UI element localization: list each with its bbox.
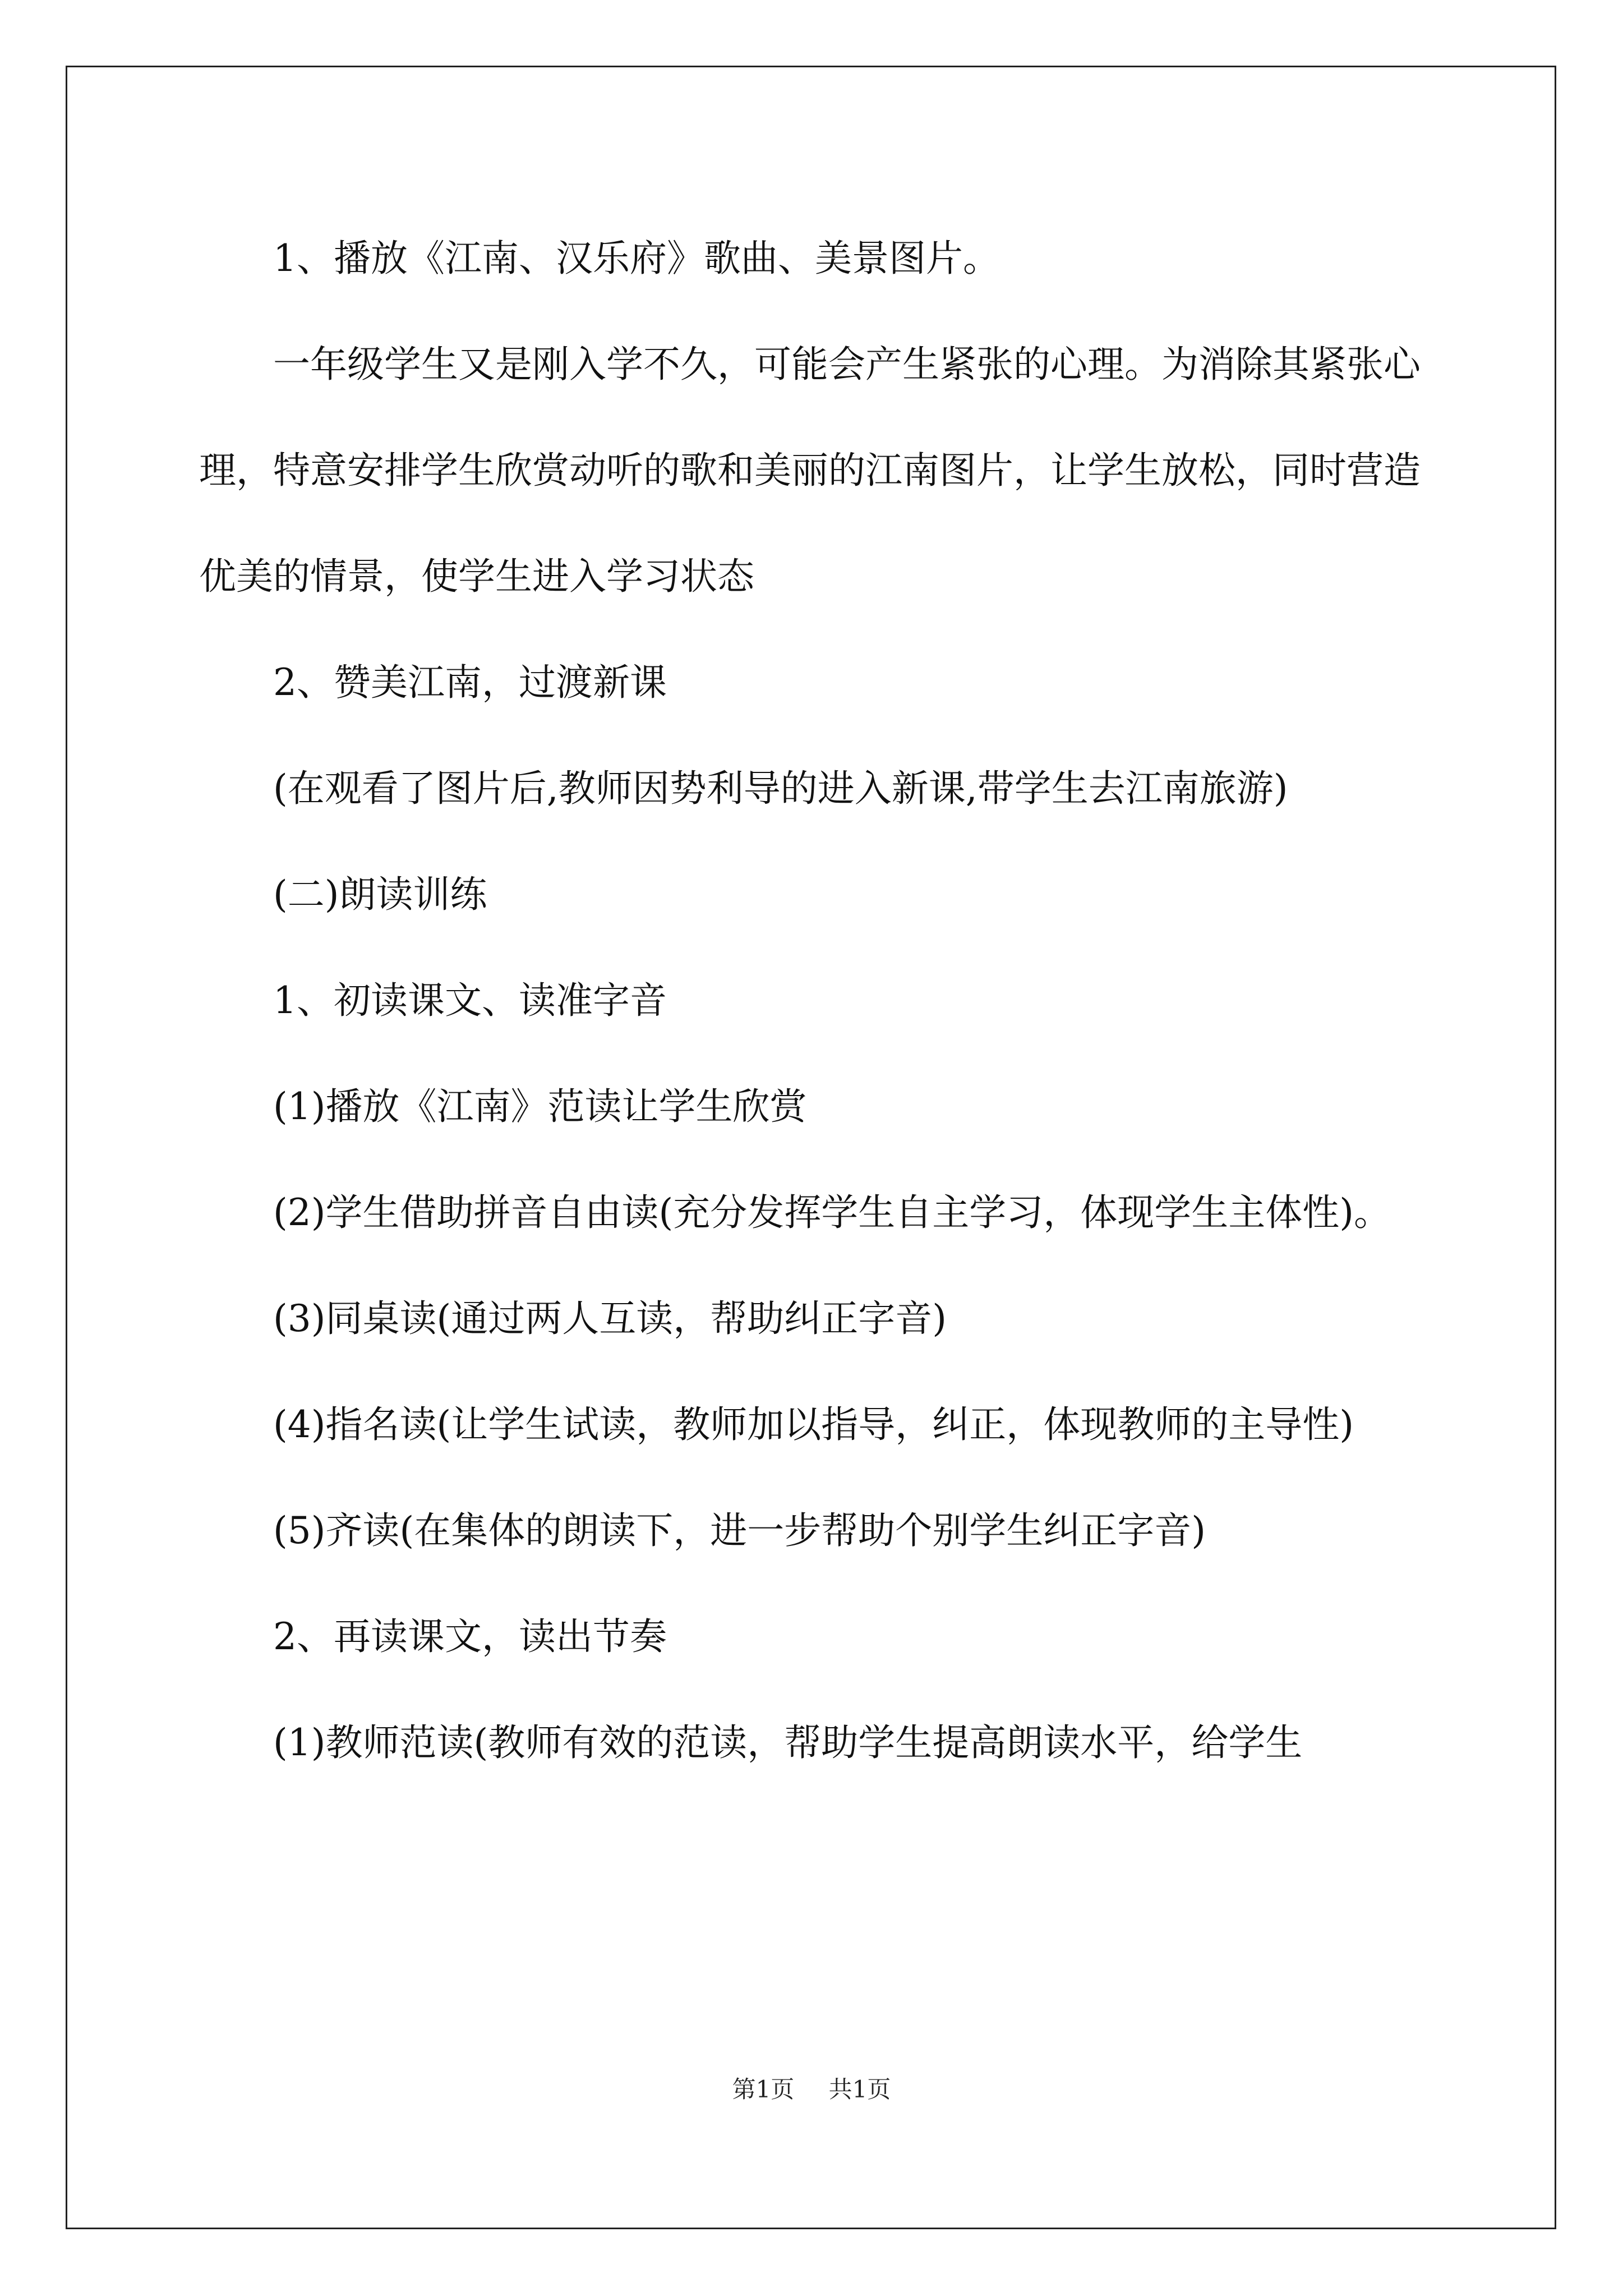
- paragraph: (1)教师范读(教师有效的范读，帮助学生提高朗读水平，给学生: [273, 1721, 1303, 1764]
- paragraph: (1)播放《江南》范读让学生欣赏: [273, 1085, 807, 1128]
- paragraph: (在观看了图片后,教师因势利导的进入新课,带学生去江南旅游): [273, 767, 1288, 810]
- page-total: 共1页: [828, 2076, 891, 2103]
- paragraph: (5)齐读(在集体的朗读下，进一步帮助个别学生纠正字音): [273, 1509, 1206, 1552]
- paragraph: 一年级学生又是刚入学不久，可能会产生紧张的心理。为消除其紧张心理，特意安排学生欣赏动听的歌和美丽的江南图片，让学生放松，同时营造优美的情景，使学生进入学习状态: [199, 343, 1421, 598]
- paragraph: (3)同桌读(通过两人互读，帮助纠正字音): [273, 1297, 947, 1340]
- page-footer: [0, 2071, 1623, 2105]
- paragraph: 2、再读课文，读出节奏: [273, 1615, 667, 1658]
- page-number: 第1页: [732, 2076, 795, 2103]
- paragraph: 1、初读课文、读准字音: [273, 979, 667, 1022]
- paragraph: (4)指名读(让学生试读，教师加以指导，纠正，体现教师的主导性): [273, 1403, 1354, 1446]
- paragraph: 1、播放《江南、汉乐府》歌曲、美景图片。: [273, 237, 1000, 280]
- document-body: [199, 205, 1433, 1796]
- paragraph: (2)学生借助拼音自由读(充分发挥学生自主学习，体现学生主体性)。: [273, 1191, 1391, 1234]
- paragraph: 2、赞美江南，过渡新课: [273, 661, 667, 704]
- paragraph: (二)朗读训练: [273, 873, 487, 916]
